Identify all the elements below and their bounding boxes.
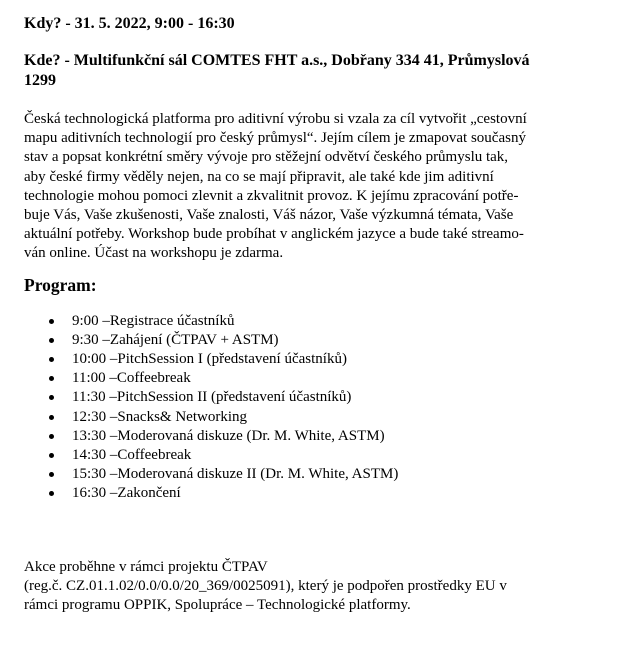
program-heading: Program:: [24, 274, 97, 295]
bullet-icon: [49, 434, 54, 439]
program-item: [24, 427, 584, 446]
program-item-text: 9:30 –Zahájení (ČTPAV + ASTM): [72, 331, 279, 348]
bullet-icon: [49, 395, 54, 400]
program-item: [24, 484, 584, 503]
program-item-text: 10:00 –PitchSession I (představení účastníků): [72, 351, 347, 368]
program-item: [24, 312, 584, 331]
bullet-icon: [49, 338, 54, 343]
description-line: stav a popsat konkrétní směry vývoje pro stěžejní odvětví českého průmyslu tak,: [24, 149, 509, 166]
description-line: aktuální potřeby. Workshop bude probíhat v anglickém jazyce a bude také streamo-: [24, 226, 524, 243]
footer-line: rámci programu OPPIK, Spolupráce – Technologické platformy.: [24, 597, 411, 614]
program-item-text: 13:30 –Moderovaná diskuze (Dr. M. White, ASTM): [72, 427, 385, 444]
funding-note: [24, 558, 584, 616]
description-line: aby české firmy věděly nejen, na co se mají připravit, ale také kde jim aditivní: [24, 168, 494, 185]
program-item: [24, 331, 584, 350]
program-item-text: 16:30 –Zakončení: [72, 485, 181, 502]
program-item: [24, 369, 584, 388]
description-line: technologie mohou pomoci zlevnit a zkvalitnit provoz. K jejímu zpracování potře-: [24, 187, 519, 204]
program-item: [24, 446, 584, 465]
program-item: [24, 388, 584, 407]
program-item-text: 11:00 –Coffeebreak: [72, 370, 191, 387]
description-line: mapu aditivních technologií pro český průmysl“. Jejím cílem je zmapovat současný: [24, 130, 526, 147]
event-location: Kde? - Multifunkční sál COMTES FHT a.s., Dobřany 334 41, Průmyslová 1299: [24, 52, 530, 89]
footer-line: Akce proběhne v rámci projektu ČTPAV: [24, 558, 268, 575]
program-item-text: 14:30 –Coffeebreak: [72, 447, 192, 464]
footer-line: (reg.č. CZ.01.1.02/0.0/0.0/20_369/0025091), který je podpořen prostředky EU v: [24, 577, 507, 594]
description-line: Česká technologická platforma pro aditivní výrobu si vzala za cíl vytvořit „cestovní: [24, 111, 527, 127]
bullet-icon: [49, 376, 54, 381]
bullet-icon: [49, 415, 54, 420]
document-page: [24, 14, 584, 615]
program-item-text: 15:30 –Moderovaná diskuze II (Dr. M. White, ASTM): [72, 466, 399, 483]
bullet-icon: [49, 491, 54, 496]
bullet-icon: [49, 472, 54, 477]
program-item: [24, 465, 584, 484]
description-line: ván online. Účast na workshopu je zdarma.: [24, 245, 284, 262]
program-list: [24, 312, 584, 504]
program-item-text: 12:30 –Snacks& Networking: [72, 408, 247, 425]
bullet-icon: [49, 453, 54, 458]
bullet-icon: [49, 319, 54, 324]
description-line: buje Vás, Vaše zkušenosti, Vaše znalosti, Váš názor, Vaše výzkumná témata, Vaše: [24, 207, 514, 224]
program-item: [24, 408, 584, 427]
bullet-icon: [49, 357, 54, 362]
event-date-time: Kdy? - 31. 5. 2022, 9:00 - 16:30: [24, 15, 235, 32]
program-item: [24, 350, 584, 369]
event-description: [24, 110, 569, 264]
program-item-text: 9:00 –Registrace účastníků: [72, 312, 235, 329]
program-item-text: 11:30 –PitchSession II (představení účastníků): [72, 389, 352, 406]
